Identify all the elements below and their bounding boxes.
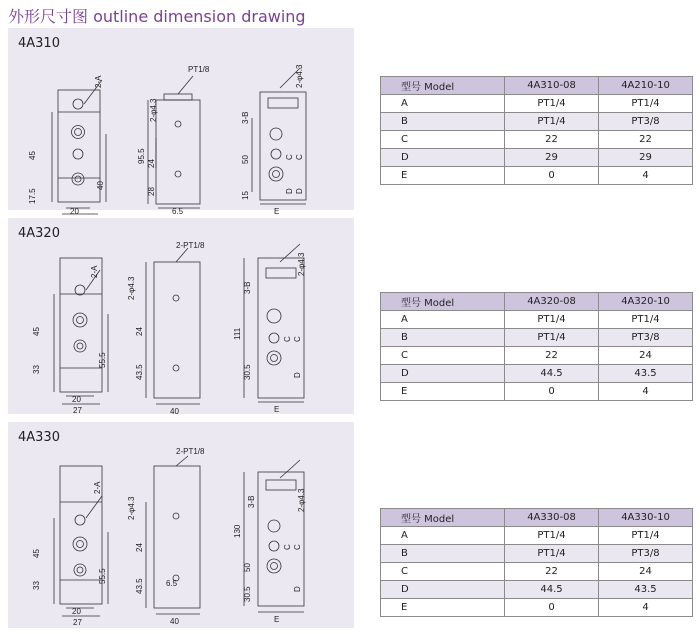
row-key: D [381,365,505,383]
outline-drawing [8,218,354,414]
hole-label: 2-φ4.3 [297,252,306,276]
cell-value: 4 [599,599,693,617]
dim-label: 24 [135,327,144,336]
cell-value: PT1/4 [505,329,599,347]
hole-label: 2-φ4.3 [295,64,304,88]
header-cell: 4A310-08 [505,77,599,95]
header-cell: 型号 Model [381,293,505,311]
dim-label: 24 [147,159,156,168]
dim-label: 3-B [243,281,252,294]
dim-label: 30.5 [243,364,252,380]
dim-label: D [293,372,302,378]
table-row [381,167,693,185]
dim-label: C [285,154,294,160]
dim-label: 55.5 [98,352,107,368]
port-circle [75,515,85,525]
dim-label: 45 [28,151,37,160]
dim-label: 33 [32,581,41,590]
cell-value: 43.5 [599,581,693,599]
dim-label: 24 [135,543,144,552]
port-circle [73,149,83,159]
port-circle [74,340,86,352]
model-label: 4A310 [18,36,60,51]
port-circle [72,126,85,139]
dim-label: D [293,586,302,592]
port-label: 2-A [90,265,99,278]
dim-label: 28 [147,187,156,196]
cell-value: 0 [505,383,599,401]
row-key: E [381,167,505,185]
spec-table-4a320 [380,292,693,401]
dim-label: 6.5 [172,207,184,216]
dim-label: C [283,336,292,342]
cell-value: 22 [599,131,693,149]
table-row [381,131,693,149]
port-circle [271,149,281,159]
dim-label: 50 [243,563,252,572]
table-row [381,383,693,401]
dim-label: 40 [170,407,179,416]
port-label: 2-PT1/8 [176,241,205,250]
header-cell: 4A330-10 [599,509,693,527]
cell-value: PT1/4 [505,113,599,131]
port-circle [73,99,83,109]
hole-label: 2-φ4.3 [127,276,136,300]
dim-label: D [295,188,304,194]
dim-label: 15 [241,191,250,200]
dim-label: 20 [70,207,79,216]
model-label: 4A330 [18,430,60,445]
dim-label: C [293,544,302,550]
dim-label: E [274,405,280,414]
cell-value: 44.5 [505,365,599,383]
cell-value: 29 [505,149,599,167]
cell-value: PT1/4 [599,311,693,329]
row-key: C [381,347,505,365]
port-circle [74,564,86,576]
drawing-panel-4a320 [8,218,354,414]
table-row [381,329,693,347]
dim-label: E [274,615,280,624]
dim-label: 43.5 [135,578,144,594]
dim-label: 55.5 [98,568,107,584]
hole-label: 2-φ4.3 [297,488,306,512]
table-row [381,311,693,329]
row-key: E [381,383,505,401]
port-label: PT1/8 [188,65,210,74]
dim-label: 43.5 [135,364,144,380]
side-view-body [154,262,200,398]
spec-table-4a330 [380,508,693,617]
port-label: 2-PT1/8 [176,447,205,456]
header-cell: 4A320-10 [599,293,693,311]
model-label: 4A320 [18,226,60,241]
row-key: C [381,131,505,149]
dim-label: 45 [32,327,41,336]
cell-value: 0 [505,167,599,185]
port-circle [267,309,281,323]
dim-label: 3-B [241,111,250,124]
row-key: D [381,149,505,167]
port-label: 2-A [94,75,103,88]
dim-label: C [293,336,302,342]
table-row [381,347,693,365]
port-circle [269,333,279,343]
cell-value: PT1/4 [505,527,599,545]
row-key: B [381,545,505,563]
row-key: B [381,329,505,347]
header-cell: 4A320-08 [505,293,599,311]
cell-value: PT1/4 [599,95,693,113]
header-cell: 4A330-08 [505,509,599,527]
cell-value: 4 [599,167,693,185]
table-header-row [381,77,693,95]
dim-label: 95.5 [137,148,146,164]
dim-label: 111 [233,327,242,340]
port-circle [267,351,281,365]
cell-value: 22 [505,563,599,581]
table-row [381,527,693,545]
cell-value: 44.5 [505,581,599,599]
dim-label: 45 [32,549,41,558]
cell-value: 43.5 [599,365,693,383]
port-circle [75,285,85,295]
hole-label: 2-φ4.3 [127,496,136,520]
dim-label: 20 [72,607,81,616]
outline-drawing [8,28,354,216]
dim-label: D [285,188,294,194]
cell-value: 22 [505,131,599,149]
dim-label: 130 [233,524,242,538]
table-row [381,365,693,383]
table-header-row [381,293,693,311]
table-row [381,149,693,167]
drawing-panel-4a330 [8,422,354,628]
table-row [381,599,693,617]
header-cell: 4A210-10 [599,77,693,95]
dim-label: C [283,544,292,550]
table-row [381,581,693,599]
row-key: B [381,113,505,131]
dim-label: 27 [73,618,82,627]
port-circle [72,173,84,185]
dim-label: 33 [32,365,41,374]
header-cell: 型号 Model [381,509,505,527]
cell-value: 4 [599,383,693,401]
row-key: A [381,527,505,545]
dim-label: 20 [72,395,81,404]
cell-value: PT3/8 [599,113,693,131]
outline-drawing [8,422,354,628]
row-key: A [381,95,505,113]
dim-label: 27 [73,406,82,415]
table-row [381,563,693,581]
cell-value: PT3/8 [599,329,693,347]
port-circle [269,167,283,181]
table-row [381,95,693,113]
port-label: 2-A [93,481,102,494]
cell-value: PT3/8 [599,545,693,563]
cell-value: PT1/4 [505,311,599,329]
hole-label: 2-φ4.3 [149,98,158,122]
row-key: C [381,563,505,581]
spec-table-4a310 [380,76,693,185]
page-title: 外形尺寸图 outline dimension drawing [8,7,306,26]
dim-label: 3-B [247,495,256,508]
cell-value: 0 [505,599,599,617]
dim-label: 17.5 [28,188,37,204]
cell-value: 22 [505,347,599,365]
dim-label: 40 [96,181,105,190]
port-circle [270,128,282,140]
table-row [381,545,693,563]
table-row [381,113,693,131]
row-key: E [381,599,505,617]
dim-label: C [295,154,304,160]
port-circle [268,520,280,532]
dim-label: 6.5 [166,579,178,588]
cell-value: PT1/4 [505,545,599,563]
port-circle [269,541,279,551]
dim-label: E [274,207,280,216]
port-circle [267,559,281,573]
cell-value: PT1/4 [505,95,599,113]
drawing-panel-4a310 [8,28,354,216]
row-key: A [381,311,505,329]
dim-label: 30.5 [243,586,252,602]
cell-value: PT1/4 [599,527,693,545]
header-cell: 型号 Model [381,77,505,95]
port-circle [73,313,87,327]
dim-label: 40 [170,617,179,626]
table-header-row [381,509,693,527]
port-circle [73,537,87,551]
row-key: D [381,581,505,599]
side-view-body [156,100,200,204]
dim-label: 50 [241,155,250,164]
cell-value: 24 [599,347,693,365]
cell-value: 24 [599,563,693,581]
cell-value: 29 [599,149,693,167]
